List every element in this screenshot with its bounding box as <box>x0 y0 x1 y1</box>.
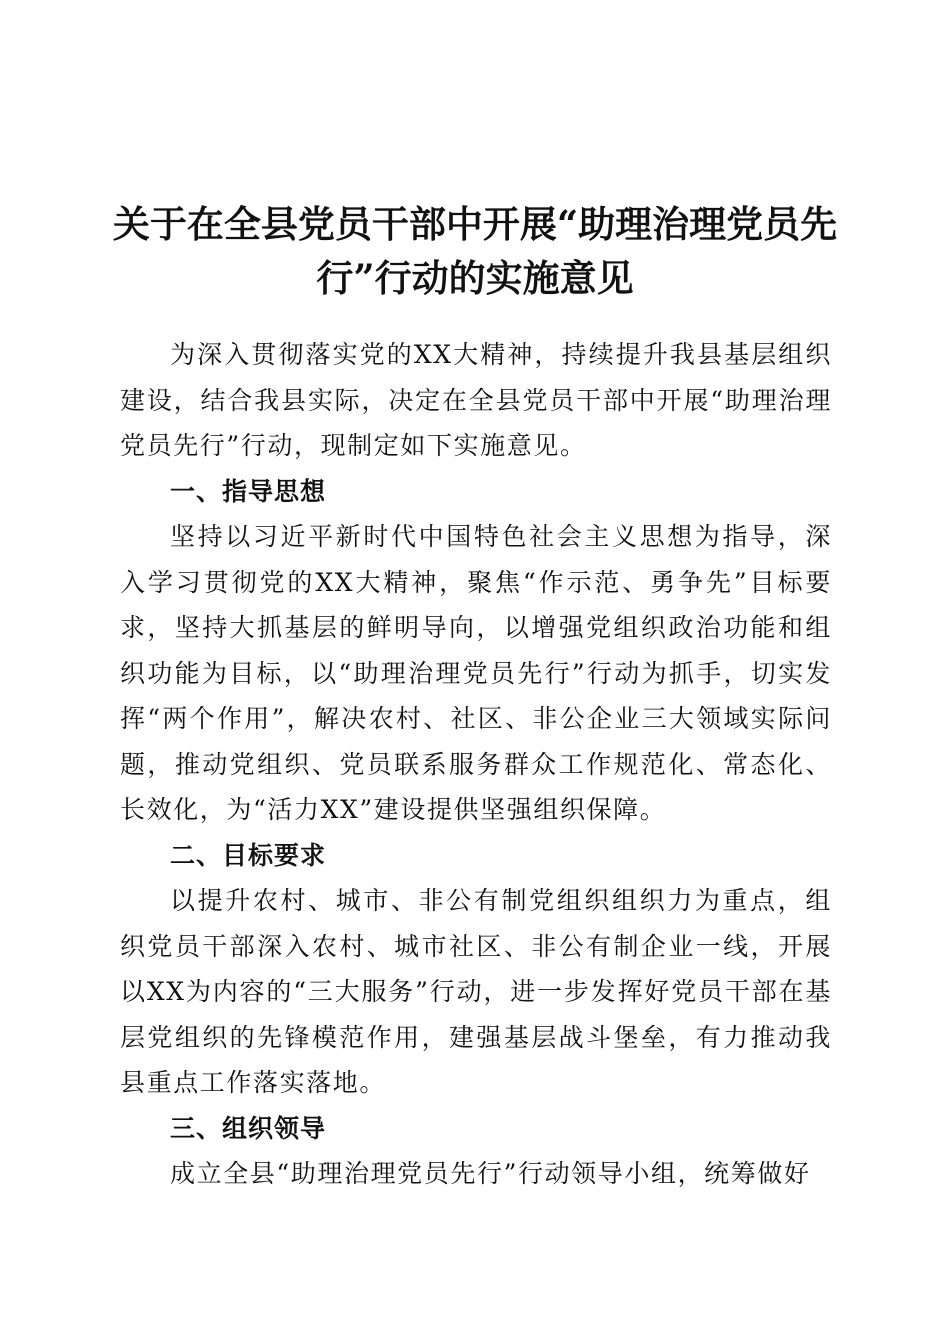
section-heading-guiding-ideology: 一、指导思想 <box>170 476 327 506</box>
document-body <box>120 332 832 1197</box>
title-line-2: 行”行动的实施意见 <box>316 255 634 300</box>
section-paragraph-guiding-ideology: 坚持以习近平新时代中国特色社会主义思想为指导，深入学习贯彻党的XX大精神，聚焦“作示范、勇争先”目标要求，坚持大抓基层的鲜明导向，以增强党组织政治功能和组织功能为目标，以“助理治理党员先行”行动为抓手，切实发挥“两个作用”，解决农村、社区、非公企业三大领域实际问题，推动党组织、党员联系服务群众工作规范化、常态化、长效化，为“活力XX”建设提供坚强组织保障。 <box>120 522 832 824</box>
intro-paragraph: 为深入贯彻落实党的XX大精神，持续提升我县基层组织建设，结合我县实际，决定在全县党员干部中开展“助理治理党员先行”行动，现制定如下实施意见。 <box>120 340 832 460</box>
section-heading-organization: 三、组织领导 <box>170 1113 327 1143</box>
section-paragraph-goals: 以提升农村、城市、非公有制党组织组织力为重点，组织党员干部深入农村、城市社区、非公有制企业一线，开展以XX为内容的“三大服务”行动，进一步发挥好党员干部在基层党组织的先锋模范作用，建强基层战斗堡垒，有力推动我县重点工作落实落地。 <box>120 886 832 1097</box>
section-heading-goals: 二、目标要求 <box>170 840 327 870</box>
section-paragraph-organization: 成立全县“助理治理党员先行”行动领导小组，统筹做好 <box>170 1159 811 1188</box>
document-title <box>100 197 850 305</box>
title-line-1: 关于在全县党员干部中开展“助理治理党员先 <box>112 201 838 246</box>
